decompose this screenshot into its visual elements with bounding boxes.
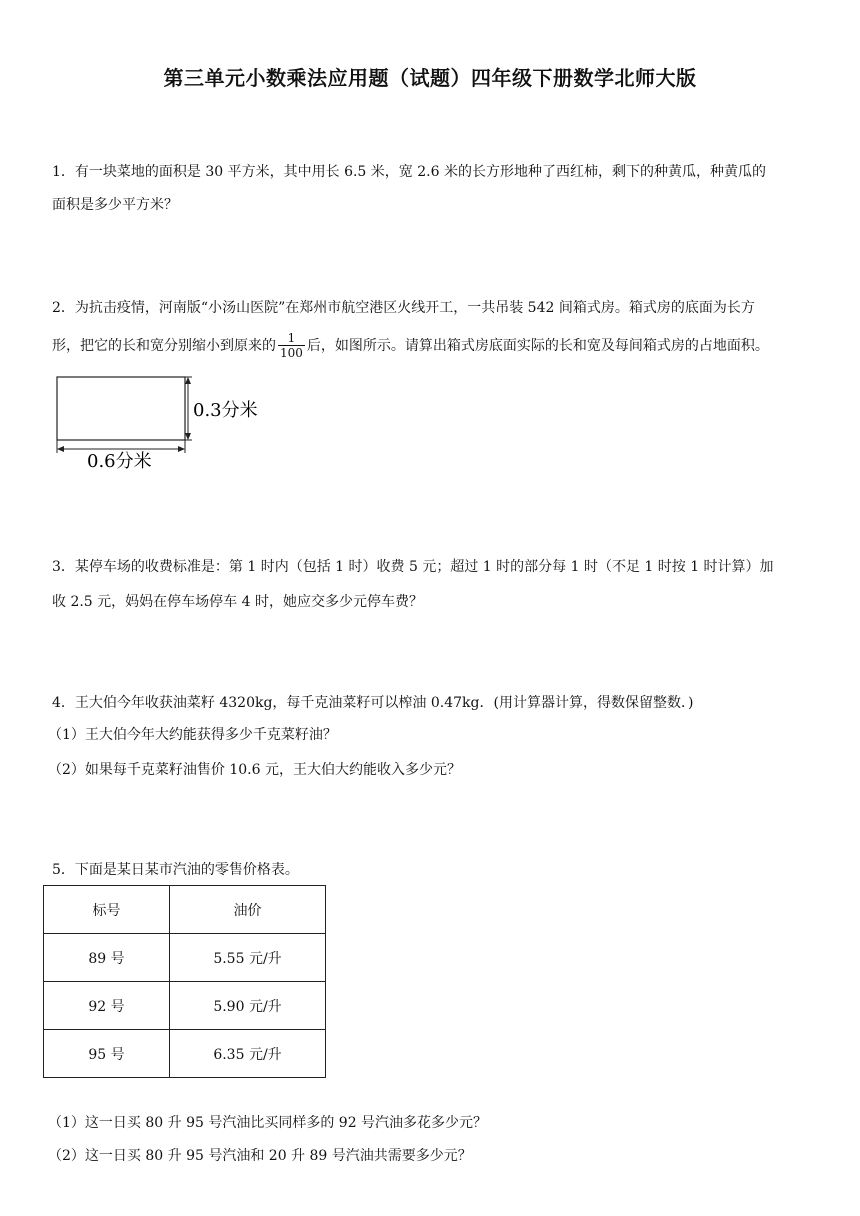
q4-text-line1: 4．王大伯今年收获油菜籽 4320kg，每千克油菜籽可以榨油 0.47kg．(用计算器计算，得数保留整数．) [52, 695, 694, 711]
table-header-cell: 标号 [44, 886, 170, 934]
table-cell: 5.55 元/升 [170, 934, 326, 982]
table-cell: 89 号 [44, 934, 170, 982]
rectangle-figure [40, 370, 280, 475]
q2-text-line2 [52, 325, 769, 365]
q2-line2-before: 形，把它的长和宽分别缩小到原来的 [52, 338, 276, 354]
table-header-cell: 油价 [170, 886, 326, 934]
table-row [44, 982, 326, 1030]
table-cell: 6.35 元/升 [170, 1030, 326, 1078]
q4-sub2: （2）如果每千克菜籽油售价 10.6 元，王大伯大约能收入多少元？ [48, 762, 461, 778]
q4-sub1: （1）王大伯今年大约能获得多少千克菜籽油？ [48, 727, 337, 743]
q3-text-line1: 3．某停车场的收费标准是：第 1 时内（包括 1 时）收费 5 元；超过 1 时的部分每 1 时（不足 1 时按 1 时计算）加 [52, 559, 774, 575]
table-cell: 5.90 元/升 [170, 982, 326, 1030]
price-table [43, 885, 326, 1078]
q1-text-line1: 1．有一块菜地的面积是 30 平方米，其中用长 6.5 米，宽 2.6 米的长方形地种了西红柿，剩下的种黄瓜，种黄瓜的 [52, 164, 766, 180]
q2-text-line1: 2．为抗击疫情，河南版“小汤山医院”在郑州市航空港区火线开工，一共吊装 542 间箱式房。箱式房的底面为长方 [52, 300, 755, 316]
arrow-down-icon [185, 433, 191, 440]
arrow-up-icon [185, 377, 191, 384]
arrow-left-icon [57, 446, 64, 452]
table-cell: 95 号 [44, 1030, 170, 1078]
q5-sub2: （2）这一日买 80 升 95 号汽油和 20 升 89 号汽油共需要多少元？ [48, 1148, 472, 1164]
table-header-row [44, 886, 326, 934]
table-cell: 92 号 [44, 982, 170, 1030]
fraction-numerator: 1 [278, 331, 305, 346]
q5-sub1: （1）这一日买 80 升 95 号汽油比买同样多的 92 号汽油多花多少元？ [48, 1115, 488, 1131]
rectangle-shape [57, 377, 185, 440]
q2-line2-after: 后，如图所示。请算出箱式房底面实际的长和宽及每间箱式房的占地面积。 [306, 338, 769, 354]
arrow-right-icon [178, 446, 185, 452]
table-row [44, 1030, 326, 1078]
page-title: 第三单元小数乘法应用题（试题）四年级下册数学北师大版 [163, 66, 697, 90]
table-row [44, 934, 326, 982]
q1-text-line2: 面积是多少平方米？ [52, 197, 178, 213]
width-label: 0.6分米 [87, 451, 152, 472]
q2-fraction [278, 331, 305, 360]
height-label: 0.3分米 [193, 400, 258, 421]
fraction-denominator: 100 [280, 345, 303, 360]
q5-text-line1: 5．下面是某日某市汽油的零售价格表。 [52, 862, 299, 878]
q3-text-line2: 收 2.5 元，妈妈在停车场停车 4 时，她应交多少元停车费？ [52, 594, 423, 610]
